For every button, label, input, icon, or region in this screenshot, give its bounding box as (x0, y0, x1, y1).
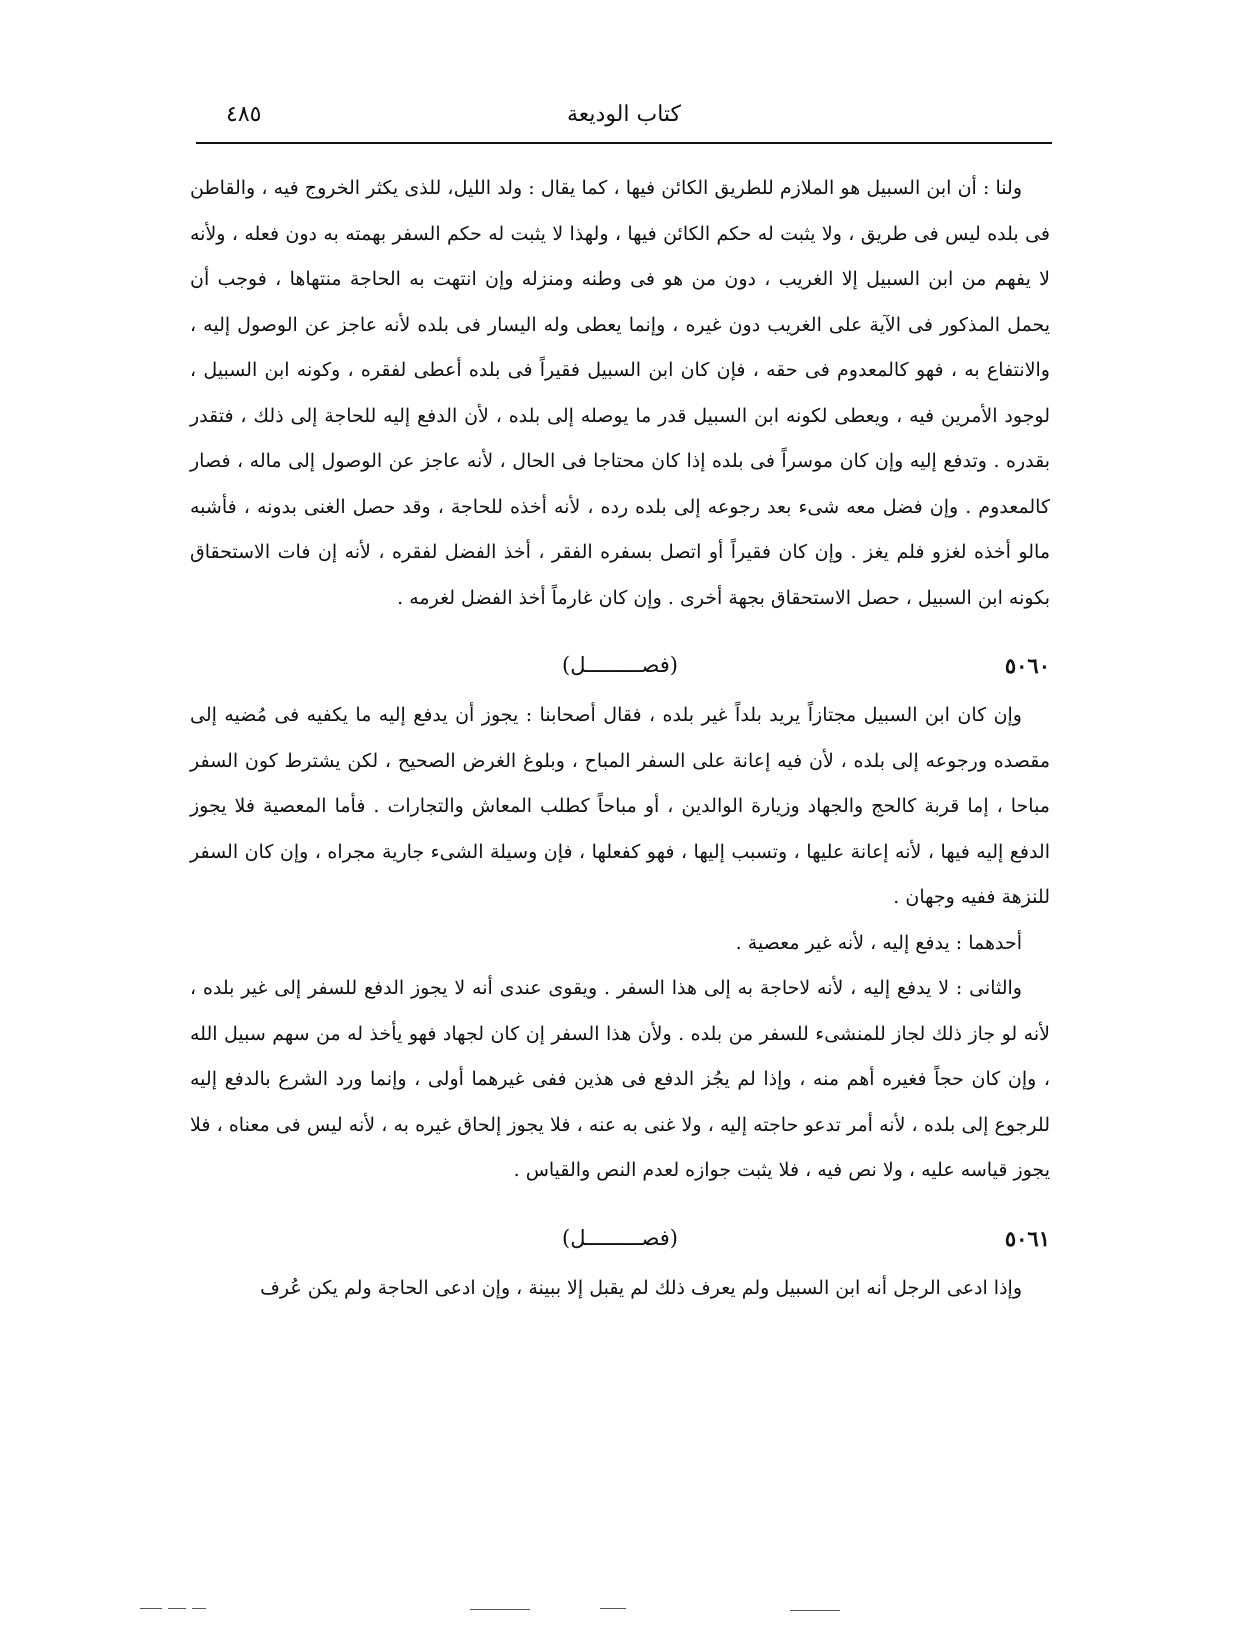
scan-mark (470, 1609, 530, 1610)
section-heading (190, 1204, 1050, 1266)
section-number: ٥٠٦٠ (1004, 653, 1050, 678)
header-rule (196, 142, 1052, 144)
scan-mark (600, 1608, 626, 1609)
body-text (190, 166, 1050, 1311)
paragraph: أحدهما : يدفع إليه ، لأنه غير معصية . (735, 931, 1022, 954)
paragraph: والثانى : لا يدفع إليه ، لأنه لاحاجة به إلى هذا السفر . ويقوى عندى أنه لا يجوز الدفع للسفر إلى غير بلده ، لأنه لو جاز ذلك لجاز للمنشىء للسفر من بلده . ولأن هذا السفر إن كان لجهاد فهو يأخذ له من سهم سبيل الله ، وإن كان حجاً فغيره أهم منه ، وإذا لم يجُز الدفع فى هذين ففى غيرهما أولى ، وإنما ورد الشرع بالدفع إليه للرجوع إلى بلده ، لأنه أمر تدعو حاجته إليه ، ولا غنى به عنه ، فلا يجوز إلحاق غيره به ، لأنه ليس فى معناه ، فلا يجوز قياسه عليه ، ولا نص فيه ، فلا يثبت جوازه لعدم النص والقياس . (190, 977, 1050, 1181)
section-heading (190, 631, 1050, 693)
running-title: كتاب الوديعة (566, 102, 682, 127)
scan-mark (192, 1608, 206, 1609)
paragraph: ولنا : أن ابن السبيل هو الملازم للطريق الكائن فيها ، كما يقال : ولد الليل، للذى يكثر الخروج فيه ، والقاطن فى بلده ليس فى طريق ، ولا يثبت له حكم الكائن فيها ، ولهذا لا يثبت له حكم السفر بهمته به دون فعله ، ولأنه لا يفهم من ابن السبيل إلا الغريب ، دون من هو فى وطنه ومنزله وإن انتهت به الحاجة منتهاها ، فوجب أن يحمل المذكور فى الآية على الغريب دون غيره ، وإنما يعطى وله اليسار فى بلده لأنه عاجز عن الوصول إليه ، والانتفاع به ، فهو كالمعدوم فى حقه ، فإن كان ابن السبيل فقيراً فى بلده أعطى لفقره ، وكونه ابن السبيل ، لوجود الأمرين فيه ، ويعطى لكونه ابن السبيل قدر ما يوصله إلى بلده ، لأن الدفع إليه للحاجة إلى ذلك ، فتقدر بقدره . وتدفع إليه وإن كان موسراً فى بلده إذا كان محتاجا فى الحال ، لأنه عاجز عن الوصول إلى ماله ، فصار كالمعدوم . وإن فضل معه شىء بعد رجوعه إلى بلده رده ، لأنه أخذه للحاجة ، وقد حصل الغنى بدونه ، فأشبه مالو أخذه لغزو فلم يغز . وإن كان فقيراً أو اتصل بسفره الفقر ، أخذ الفضل لفقره ، لأنه إن فات الاستحقاق بكونه ابن السبيل ، حصل الاستحقاق بجهة أخرى . وإن كان غارماً أخذ الفضل لغرمه . (190, 177, 1050, 609)
section-title: (فصـــــــــل) (562, 653, 678, 677)
section-number: ٥٠٦١ (1004, 1225, 1050, 1251)
paragraph: وإذا ادعى الرجل أنه ابن السبيل ولم يعرف ذلك لم يقبل إلا ببينة ، وإن ادعى الحاجة ولم يكن عُرف (260, 1276, 1022, 1299)
page-number: ٤٨٥ (226, 102, 262, 127)
paragraph: وإن كان ابن السبيل مجتازاً يريد بلداً غير بلده ، فقال أصحابنا : يجوز أن يدفع إليه ما يكفيه فى مُضيه إلى مقصده ورجوعه إلى بلده ، لأن فيه إعانة على السفر المباح ، وبلوغ الغرض الصحيح ، لكن يشترط كون السفر مباحا ، إما قربة كالحج والجهاد وزيارة الوالدين ، أو مباحاً كطلب المعاش والتجارات . فأما المعصية فلا يجوز الدفع إليه فيها ، لأنه إعانة عليها ، وتسبب إليها ، فهو كفعلها ، فإن وسيلة الشىء جارية مجراه ، وإن كان السفر للنزهة ففيه وجهان . (190, 704, 1050, 908)
scan-mark (790, 1610, 840, 1611)
scan-mark (168, 1608, 186, 1609)
section-title: (فصـــــــــل) (562, 1225, 678, 1250)
scan-mark (140, 1608, 162, 1609)
page-header (196, 98, 1052, 138)
